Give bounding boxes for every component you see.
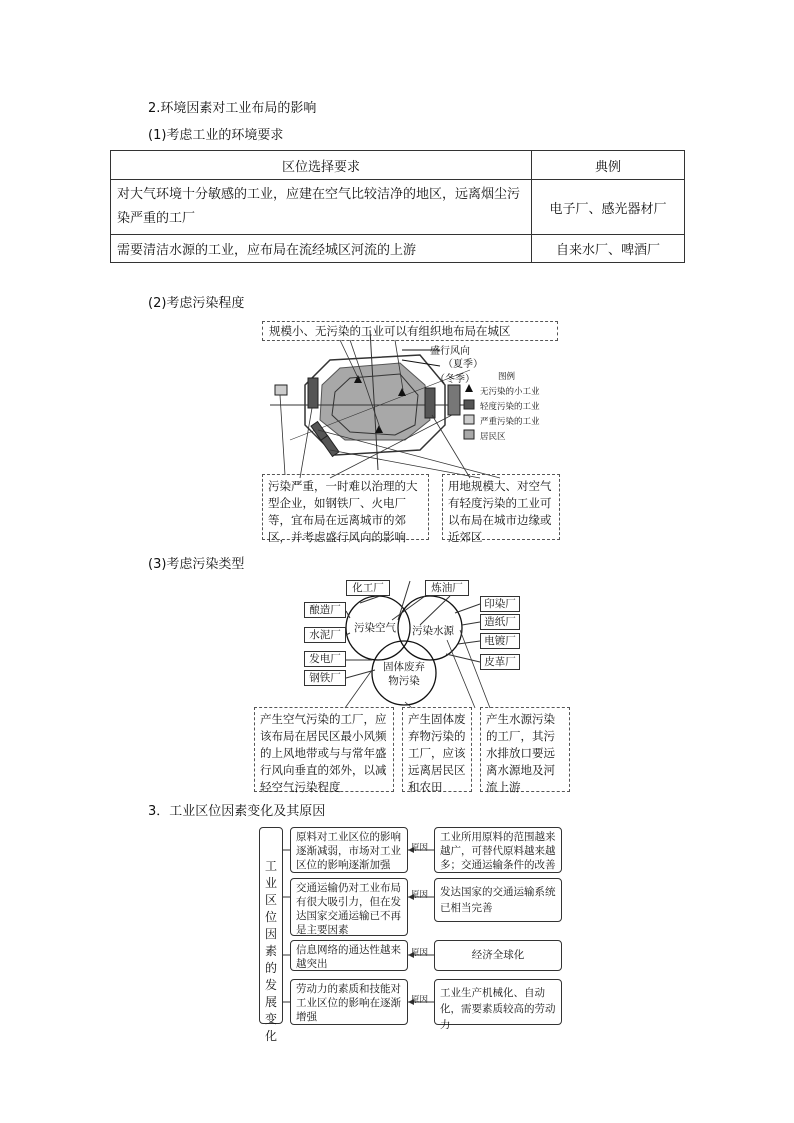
table-cell: 需要清洁水源的工业，应布局在流经城区河流的上游: [111, 235, 532, 263]
reason-label: 原因: [411, 843, 429, 853]
right-note: 用地规模大、对空气有轻度污染的工业可以布局在城市边缘或近郊区: [442, 474, 560, 540]
reason-label: 原因: [411, 890, 429, 900]
legend-item: 居民区: [480, 432, 506, 442]
heading-env: 2.环境因素对工业布局的影响: [148, 101, 317, 116]
note-water: 产生水源污染的工厂，其污水排放口要远离水源地及河流上游: [480, 707, 570, 792]
effect-box: 劳动力的素质和技能对工业区位的影响在逐渐增强: [290, 979, 408, 1025]
cause-box: 经济全球化: [434, 940, 562, 971]
note-solid: 产生固体废弃物污染的工厂，应该远离居民区和农田: [402, 707, 472, 792]
factory-left: 钢铁厂: [304, 670, 346, 686]
factory-right: 皮革厂: [480, 654, 520, 670]
legend-title: 图例: [498, 372, 516, 382]
solid-waste-label: 固体废弃物污染: [383, 661, 425, 687]
table-header: 典例: [532, 151, 685, 180]
air-pollution-label: 污染空气: [354, 622, 396, 634]
table-cell: 自来水厂、啤酒厂: [532, 235, 685, 263]
cause-box: 工业所用原料的范围越来越广，可替代原料越来越多；交通运输条件的改善: [434, 827, 562, 873]
change-title: 工业区位因素的发展变化: [259, 827, 283, 1024]
legend-item: 严重污染的工业: [480, 417, 540, 427]
effect-box: 原料对工业区位的影响逐渐减弱，市场对工业区位的影响逐渐加强: [290, 827, 408, 873]
factory-right: 印染厂: [480, 596, 520, 612]
factory-right: 造纸厂: [480, 614, 520, 630]
factory-left: 发电厂: [304, 651, 346, 667]
note-air: 产生空气污染的工厂，应该布局在居民区最小风频的上风地带或与与常年盛行风向垂直的郊外，以减轻空气污染程度: [254, 707, 394, 792]
reason-label: 原因: [411, 948, 429, 958]
factory-refinery: 炼油厂: [425, 580, 469, 596]
effect-box: 信息网络的通达性越来越突出: [290, 940, 408, 971]
table-header: 区位选择要求: [111, 151, 532, 180]
effect-box: 交通运输仍对工业布局有很大吸引力，但在发达国家交通运输已不再是主要因素: [290, 878, 408, 936]
cause-box: 工业生产机械化、自动化，需要素质较高的劳动力: [434, 979, 562, 1025]
heading-pollution-degree: (2)考虑污染程度: [148, 296, 245, 311]
factory-left: 酿造厂: [304, 602, 346, 618]
legend-item: 轻度污染的工业: [480, 402, 540, 412]
water-pollution-label: 污染水源: [412, 625, 454, 637]
winter-label: （冬季）: [435, 374, 475, 385]
heading-change: 3．工业区位因素变化及其原因: [148, 804, 326, 819]
reason-label: 原因: [411, 995, 429, 1005]
table-cell: 对大气环境十分敏感的工业，应建在空气比较洁净的地区，远离烟尘污染严重的工厂: [111, 180, 532, 235]
heading-requirements: (1)考虑工业的环境要求: [148, 128, 284, 143]
table-cell: 电子厂、感光器材厂: [532, 180, 685, 235]
factory-left: 水泥厂: [304, 627, 346, 643]
summer-label: （夏季）: [443, 359, 483, 370]
factory-chemical: 化工厂: [346, 580, 390, 596]
cause-box: 发达国家的交通运输系统已相当完善: [434, 878, 562, 922]
factory-right: 电镀厂: [480, 633, 520, 649]
heading-pollution-type: (3)考虑污染类型: [148, 557, 245, 572]
wind-title: 盛行风向: [430, 346, 470, 357]
legend-item: 无污染的小工业: [480, 387, 540, 397]
top-note: 规模小、无污染的工业可以有组织地布局在城区: [262, 321, 558, 341]
left-note: 污染严重，一时难以治理的大型企业，如钢铁厂、火电厂等，宜布局在远离城市的郊区，并考虑盛行风向的影响: [262, 474, 429, 540]
